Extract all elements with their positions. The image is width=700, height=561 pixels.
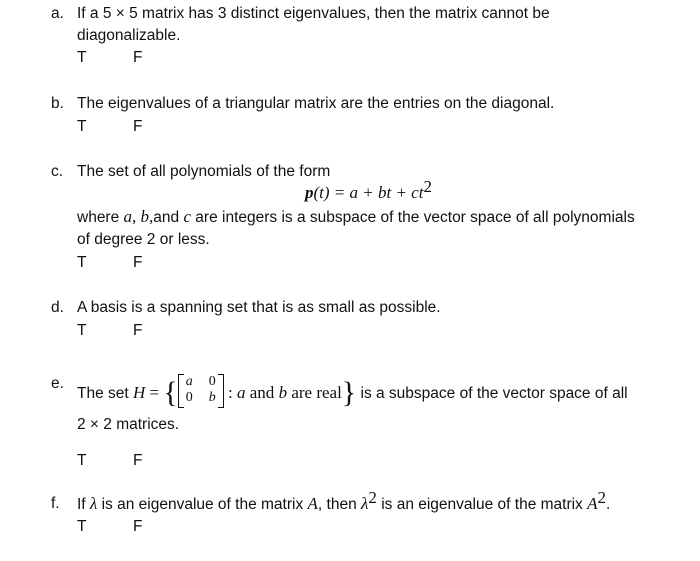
matrix-cell: 0 <box>185 390 193 405</box>
question-text-cont: diagonalizable. <box>77 27 181 44</box>
question-text: A basis is a spanning set that is as small as possible. <box>77 299 441 316</box>
option-true[interactable]: T <box>77 518 87 535</box>
open-brace: { <box>163 376 178 409</box>
question-text-cont: 2 × 2 matrices. <box>77 416 180 433</box>
option-false[interactable]: F <box>133 518 143 535</box>
question-text: The set of all polynomials of the form <box>77 163 331 180</box>
question-text: The eigenvalues of a triangular matrix are the entries on the diagonal. <box>77 95 555 112</box>
option-false[interactable]: F <box>133 254 143 271</box>
question-label: e. <box>51 375 64 392</box>
question-label: c. <box>51 163 64 180</box>
option-true[interactable]: T <box>77 254 87 271</box>
question-text: The set H = { a 0 0 b : a and b are real} is a subspace of the vector space of all <box>77 374 628 409</box>
matrix-cell: a <box>185 374 193 389</box>
question-label: b. <box>51 95 64 112</box>
question-label: f. <box>51 495 60 512</box>
option-true[interactable]: T <box>77 322 87 339</box>
option-false[interactable]: F <box>133 452 143 469</box>
question-text: If λ is an eigenvalue of the matrix A, then $\lambda^2$ is an eigenvalue of the matrix $A^2$. <box>77 488 611 513</box>
question-text-cont: where a, b,and c are integers is a subspace of the vector space of all polynomials <box>77 207 635 226</box>
option-true[interactable]: T <box>77 49 87 66</box>
option-true[interactable]: T <box>77 118 87 135</box>
option-false[interactable]: F <box>133 49 143 66</box>
matrix-cell: 0 <box>208 374 216 389</box>
option-false[interactable]: F <box>133 118 143 135</box>
polynomial-formula: p(t) = a + bt + $ct^2$ <box>305 177 432 202</box>
question-text: If a 5 × 5 matrix has 3 distinct eigenvalues, then the matrix cannot be <box>77 5 550 22</box>
matrix-cell: b <box>208 390 216 405</box>
question-label: a. <box>51 5 64 22</box>
question-text-cont: of degree 2 or less. <box>77 231 210 248</box>
close-brace: } <box>341 376 357 409</box>
question-label: d. <box>51 299 64 316</box>
matrix-2x2 <box>178 374 224 408</box>
option-false[interactable]: F <box>133 322 143 339</box>
option-true[interactable]: T <box>77 452 87 469</box>
